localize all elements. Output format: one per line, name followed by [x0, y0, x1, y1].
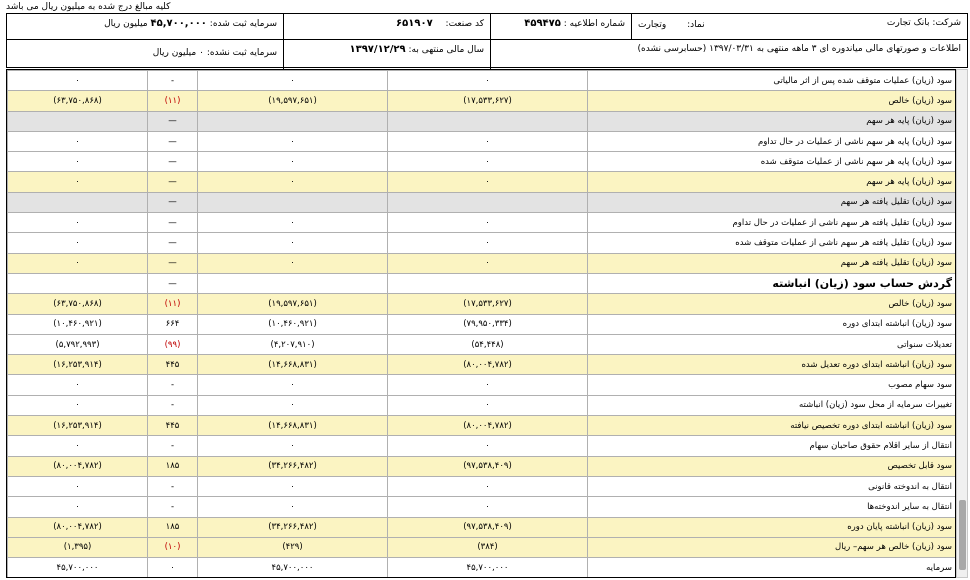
value-cell-prior-period: ۰ — [198, 213, 388, 233]
value-cell-period — [388, 111, 588, 131]
report-title: اطلاعات و صورتهای مالی میاندوره ای ۳ ماهه منتهی به ۱۳۹۷/۰۳/۳۱ (حسابرسی نشده) — [637, 44, 961, 54]
row-description: سود (زیان) تقلیل یافته هر سهم ناشی از عملیات در حال تداوم — [588, 213, 957, 233]
value-cell-prior-period: ۰ — [198, 436, 388, 456]
table-row — [8, 497, 957, 517]
value-cell-year: ۰ — [8, 476, 148, 496]
value-cell-prior-period: ۴۵,۷۰۰,۰۰۰ — [198, 558, 388, 578]
unreg-capital-label: سرمایه ثبت نشده: — [206, 48, 277, 58]
value-cell-period: ۰ — [388, 213, 588, 233]
table-row — [8, 355, 957, 375]
change-percent-cell: - — [148, 71, 198, 91]
table-row — [8, 111, 957, 131]
row-description: انتقال از سایر اقلام حقوق صاحبان سهام — [588, 436, 957, 456]
value-cell-prior-period: (۴,۲۰۷,۹۱۰) — [198, 334, 388, 354]
value-cell-period — [388, 273, 588, 293]
financial-table-container — [6, 69, 956, 578]
industry-value: ۶۵۱۹۰۷ — [396, 18, 433, 29]
value-cell-prior-period — [198, 273, 388, 293]
row-description: سود (زیان) تقلیل یافته هر سهم — [588, 253, 957, 273]
table-row — [8, 131, 957, 151]
fiscal-value: ۱۳۹۷/۱۲/۲۹ — [349, 44, 406, 55]
value-cell-year: (۶۳,۷۵۰,۸۶۸) — [8, 91, 148, 111]
value-cell-year: ۰ — [8, 395, 148, 415]
change-percent-cell: ۶۶۴ — [148, 314, 198, 334]
change-percent-cell: — — [148, 192, 198, 212]
row-description: سود سهام مصوب — [588, 375, 957, 395]
change-percent-cell: - — [148, 395, 198, 415]
fiscal-cell — [284, 40, 490, 69]
notice-value: ۴۵۹۴۷۵ — [524, 18, 561, 29]
row-description: سود (زیان) عملیات متوقف شده پس از اثر مالیاتی — [588, 71, 957, 91]
value-cell-period: ۰ — [388, 152, 588, 172]
value-cell-year: ۰ — [8, 131, 148, 151]
value-cell-prior-period: (۱۴,۶۶۸,۸۳۱) — [198, 416, 388, 436]
value-cell-period: ۰ — [388, 233, 588, 253]
table-row — [8, 537, 957, 557]
row-description: انتقال به سایر اندوخته‌ها — [588, 497, 957, 517]
value-cell-period: ۰ — [388, 395, 588, 415]
table-row — [8, 253, 957, 273]
value-cell-prior-period: ۰ — [198, 152, 388, 172]
value-cell-prior-period: ۰ — [198, 395, 388, 415]
value-cell-year: ۰ — [8, 497, 148, 517]
value-cell-prior-period — [198, 192, 388, 212]
row-description: تعدیلات سنواتی — [588, 334, 957, 354]
change-percent-cell: — — [148, 213, 198, 233]
value-cell-prior-period: (۳۴,۲۶۶,۴۸۲) — [198, 456, 388, 476]
table-row — [8, 91, 957, 111]
value-cell-period: (۵۴,۴۴۸) — [388, 334, 588, 354]
table-row — [8, 334, 957, 354]
value-cell-year: (۱,۳۹۵) — [8, 537, 148, 557]
value-cell-year: (۸۰,۰۰۴,۷۸۲) — [8, 517, 148, 537]
value-cell-year — [8, 111, 148, 131]
table-row — [8, 456, 957, 476]
table-row — [8, 375, 957, 395]
capital-unit: میلیون ریال — [104, 19, 148, 29]
row-description: سود قابل تخصیص — [588, 456, 957, 476]
value-cell-year: ۰ — [8, 152, 148, 172]
row-description: سود (زیان) تقلیل یافته هر سهم — [588, 192, 957, 212]
value-cell-year: (۶۳,۷۵۰,۸۶۸) — [8, 294, 148, 314]
change-percent-cell: — — [148, 152, 198, 172]
change-percent-cell: — — [148, 111, 198, 131]
row-description: گردش حساب سود (زیان) انباشته — [588, 273, 957, 293]
company-label: شرکت: — [932, 18, 961, 28]
value-cell-prior-period: ۰ — [198, 233, 388, 253]
change-percent-cell: (۹۹) — [148, 334, 198, 354]
value-cell-period: (۷۹,۹۵۰,۳۳۴) — [388, 314, 588, 334]
change-percent-cell: ۱۸۵ — [148, 456, 198, 476]
value-cell-prior-period: (۱۴,۶۶۸,۸۳۱) — [198, 355, 388, 375]
change-percent-cell: ۱۸۵ — [148, 517, 198, 537]
table-row — [8, 476, 957, 496]
value-cell-period: ۰ — [388, 497, 588, 517]
value-cell-period: ۰ — [388, 375, 588, 395]
industry-label: کد صنعت: — [445, 19, 484, 29]
capital-cell — [7, 14, 283, 39]
table-row — [8, 233, 957, 253]
value-cell-period: ۰ — [388, 436, 588, 456]
notice-cell — [491, 14, 631, 39]
value-cell-prior-period: ۰ — [198, 131, 388, 151]
unreg-capital-cell — [7, 40, 283, 69]
scrollbar-thumb[interactable] — [959, 500, 966, 570]
value-cell-prior-period: (۱۹,۵۹۷,۶۵۱) — [198, 91, 388, 111]
symbol-value: وتجارت — [638, 20, 667, 30]
value-cell-period: ۴۵,۷۰۰,۰۰۰ — [388, 558, 588, 578]
value-cell-year: ۰ — [8, 233, 148, 253]
value-cell-year: (۱۶,۲۵۳,۹۱۴) — [8, 355, 148, 375]
value-cell-year: (۱۶,۲۵۳,۹۱۴) — [8, 416, 148, 436]
value-cell-prior-period: ۰ — [198, 172, 388, 192]
table-row — [8, 517, 957, 537]
row-description: سود (زیان) انباشته ابتدای دوره تعدیل شده — [588, 355, 957, 375]
value-cell-prior-period: (۳۴,۲۶۶,۴۸۲) — [198, 517, 388, 537]
value-cell-period: (۸۰,۰۰۴,۷۸۲) — [388, 416, 588, 436]
change-percent-cell: — — [148, 253, 198, 273]
capital-value: ۴۵,۷۰۰,۰۰۰ — [150, 18, 207, 29]
company-value: بانک تجارت — [886, 18, 930, 28]
financial-table — [7, 70, 956, 578]
table-row — [8, 273, 957, 293]
value-cell-year: (۸۰,۰۰۴,۷۸۲) — [8, 456, 148, 476]
change-percent-cell: ۰ — [148, 558, 198, 578]
value-cell-prior-period: (۱۹,۵۹۷,۶۵۱) — [198, 294, 388, 314]
row-description: سود (زیان) انباشته پایان دوره — [588, 517, 957, 537]
notice-label: شماره اطلاعیه : — [563, 19, 625, 29]
row-description: سود (زیان) پایه هر سهم ناشی از عملیات متوقف شده — [588, 152, 957, 172]
value-cell-year: ۰ — [8, 71, 148, 91]
table-row — [8, 213, 957, 233]
value-cell-year: ۰ — [8, 213, 148, 233]
value-cell-period: (۱۷,۵۳۳,۶۲۷) — [388, 294, 588, 314]
table-row — [8, 294, 957, 314]
value-cell-period: (۱۷,۵۳۳,۶۲۷) — [388, 91, 588, 111]
row-description: سود (زیان) خالص هر سهم– ریال — [588, 537, 957, 557]
value-cell-period: ۰ — [388, 172, 588, 192]
change-percent-cell: (۱۰) — [148, 537, 198, 557]
change-percent-cell: (۱۱) — [148, 91, 198, 111]
value-cell-period: (۸۰,۰۰۴,۷۸۲) — [388, 355, 588, 375]
table-row — [8, 558, 957, 578]
value-cell-period: ۰ — [388, 71, 588, 91]
value-cell-year: ۰ — [8, 375, 148, 395]
table-row — [8, 71, 957, 91]
value-cell-prior-period: (۱۰,۴۶۰,۹۲۱) — [198, 314, 388, 334]
value-cell-prior-period: (۴۲۹) — [198, 537, 388, 557]
row-description: تغییرات سرمایه از محل سود (زیان) انباشته — [588, 395, 957, 415]
change-percent-cell: — — [148, 131, 198, 151]
change-percent-cell: — — [148, 172, 198, 192]
change-percent-cell: - — [148, 476, 198, 496]
table-row — [8, 152, 957, 172]
change-percent-cell: - — [148, 375, 198, 395]
row-description: سرمایه — [588, 558, 957, 578]
value-cell-period: ۰ — [388, 131, 588, 151]
symbol-label: نماد: — [687, 20, 705, 30]
row-description: سود (زیان) خالص — [588, 91, 957, 111]
change-percent-cell: - — [148, 436, 198, 456]
table-row — [8, 416, 957, 436]
value-cell-prior-period: ۰ — [198, 497, 388, 517]
change-percent-cell: ۴۴۵ — [148, 355, 198, 375]
row-description: سود (زیان) انباشته ابتدای دوره تخصیص نیافته — [588, 416, 957, 436]
table-row — [8, 314, 957, 334]
value-cell-period: (۹۷,۵۳۸,۴۰۹) — [388, 517, 588, 537]
unreg-capital-unit: میلیون ریال — [152, 48, 197, 58]
change-percent-cell: - — [148, 497, 198, 517]
amounts-note: کلیه مبالغ درج شده به میلیون ریال می باشد — [6, 2, 171, 12]
value-cell-year — [8, 273, 148, 293]
fiscal-label: سال مالی منتهی به: — [408, 45, 484, 55]
report-header — [6, 13, 968, 68]
value-cell-period: ۰ — [388, 476, 588, 496]
change-percent-cell: (۱۱) — [148, 294, 198, 314]
value-cell-year: ۰ — [8, 436, 148, 456]
value-cell-prior-period: ۰ — [198, 253, 388, 273]
row-description: سود (زیان) خالص — [588, 294, 957, 314]
value-cell-prior-period: ۰ — [198, 71, 388, 91]
value-cell-year: ۴۵,۷۰۰,۰۰۰ — [8, 558, 148, 578]
value-cell-period: ۰ — [388, 253, 588, 273]
row-description: سود (زیان) پایه هر سهم ناشی از عملیات در حال تداوم — [588, 131, 957, 151]
table-row — [8, 436, 957, 456]
vertical-scrollbar[interactable] — [956, 69, 968, 578]
company-cell — [632, 14, 967, 39]
value-cell-prior-period — [198, 111, 388, 131]
change-percent-cell: ۴۴۵ — [148, 416, 198, 436]
value-cell-year — [8, 192, 148, 212]
row-description: سود (زیان) پایه هر سهم — [588, 111, 957, 131]
value-cell-prior-period: ۰ — [198, 375, 388, 395]
value-cell-period: (۹۷,۵۳۸,۴۰۹) — [388, 456, 588, 476]
value-cell-year: ۰ — [8, 172, 148, 192]
value-cell-year: ۰ — [8, 253, 148, 273]
row-description: سود (زیان) تقلیل یافته هر سهم ناشی از عملیات متوقف شده — [588, 233, 957, 253]
row-description: سود (زیان) پایه هر سهم — [588, 172, 957, 192]
value-cell-period: (۳۸۴) — [388, 537, 588, 557]
table-row — [8, 395, 957, 415]
change-percent-cell: — — [148, 273, 198, 293]
row-description: انتقال به اندوخته قانونی — [588, 476, 957, 496]
table-row — [8, 192, 957, 212]
capital-label: سرمایه ثبت شده: — [209, 19, 277, 29]
table-row — [8, 172, 957, 192]
unreg-capital-value: ۰ — [199, 48, 204, 58]
value-cell-year: (۵,۷۹۲,۹۹۳) — [8, 334, 148, 354]
value-cell-period — [388, 192, 588, 212]
industry-cell — [284, 14, 490, 39]
value-cell-year: (۱۰,۴۶۰,۹۲۱) — [8, 314, 148, 334]
row-description: سود (زیان) انباشته ابتدای دوره — [588, 314, 957, 334]
change-percent-cell: — — [148, 233, 198, 253]
value-cell-prior-period: ۰ — [198, 476, 388, 496]
